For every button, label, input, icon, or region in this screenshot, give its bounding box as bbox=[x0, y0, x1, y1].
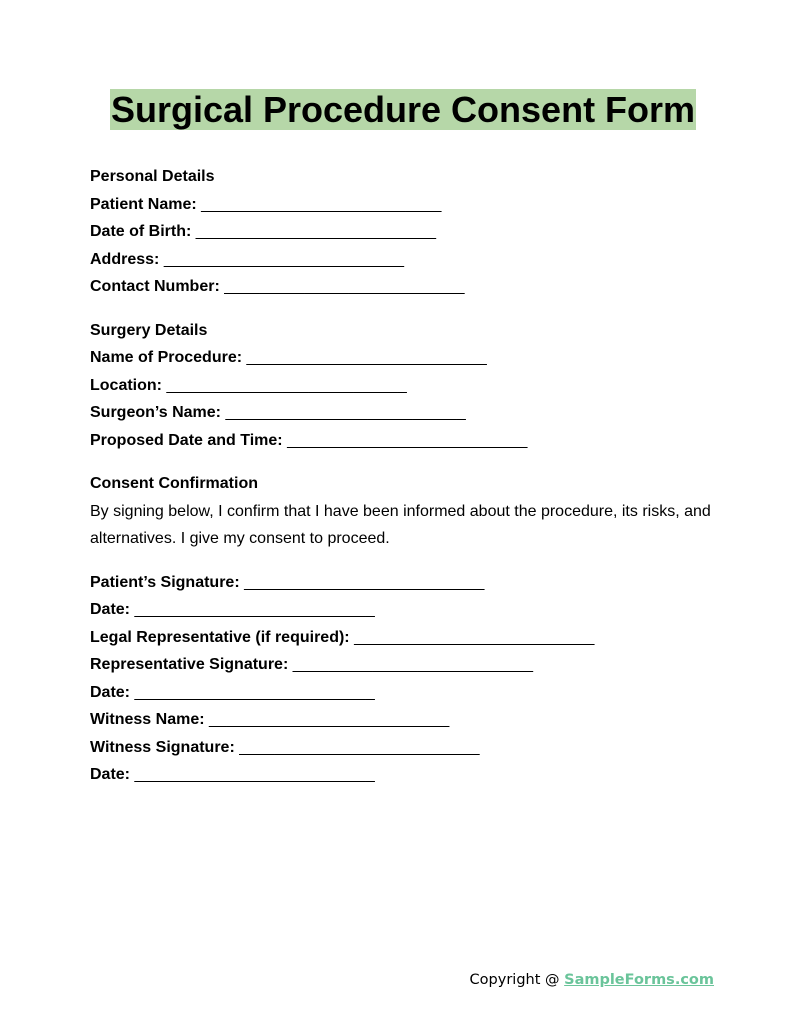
field-label: Date of Birth: bbox=[90, 223, 192, 240]
patient-signature-blank[interactable]: ___________________________ bbox=[244, 573, 485, 591]
copyright-text: Copyright @ bbox=[469, 972, 565, 988]
legal-representative-blank[interactable]: ___________________________ bbox=[354, 628, 595, 646]
field-witness-date bbox=[90, 761, 720, 789]
field-label: Proposed Date and Time: bbox=[90, 431, 283, 449]
representative-signature-blank[interactable]: ___________________________ bbox=[292, 656, 533, 673]
field-patient-signature-date bbox=[90, 596, 720, 624]
field-label: Date: bbox=[90, 683, 131, 701]
field-witness-signature bbox=[90, 734, 720, 762]
section-heading-surgery: Surgery Details bbox=[90, 321, 208, 339]
field-date-of-birth bbox=[90, 218, 720, 246]
section-heading-personal: Personal Details bbox=[90, 168, 215, 185]
witness-date-blank[interactable]: ___________________________ bbox=[134, 766, 375, 783]
field-label: Representative Signature: bbox=[90, 656, 289, 673]
field-label: Legal Representative (if required): bbox=[90, 628, 350, 646]
field-witness-name bbox=[90, 706, 720, 734]
copyright-footer bbox=[0, 968, 714, 992]
field-patient-signature bbox=[90, 569, 720, 597]
field-contact-number bbox=[90, 273, 720, 301]
field-representative-signature bbox=[90, 651, 720, 679]
field-label: Address: bbox=[90, 250, 160, 268]
date-of-birth-blank[interactable]: ___________________________ bbox=[195, 223, 437, 240]
page-title: Surgical Procedure Consent Form bbox=[110, 89, 696, 130]
witness-signature-blank[interactable]: ___________________________ bbox=[239, 738, 480, 756]
consent-confirmation-section bbox=[90, 470, 720, 553]
field-surgeon-name bbox=[90, 399, 720, 427]
procedure-name-blank[interactable]: ___________________________ bbox=[246, 349, 487, 366]
form-body bbox=[90, 163, 720, 805]
sampleforms-link[interactable]: SampleForms.com bbox=[564, 972, 714, 988]
consent-statement: By signing below, I confirm that I have been informed about the procedure, its risks, and alternatives. I give my consent to proceed. bbox=[90, 502, 711, 547]
field-label: Name of Procedure: bbox=[90, 349, 243, 366]
surgeon-name-blank[interactable]: ___________________________ bbox=[225, 404, 466, 421]
field-label: Date: bbox=[90, 766, 131, 783]
patient-date-blank[interactable]: ___________________________ bbox=[134, 601, 375, 618]
witness-name-blank[interactable]: ___________________________ bbox=[209, 711, 450, 728]
proposed-date-time-blank[interactable]: ___________________________ bbox=[287, 431, 528, 449]
field-label: Patient Name: bbox=[90, 195, 197, 213]
field-label: Witness Name: bbox=[90, 711, 205, 728]
field-legal-representative bbox=[90, 624, 720, 652]
field-representative-date bbox=[90, 679, 720, 707]
signatures-section bbox=[90, 569, 720, 789]
field-label: Surgeon’s Name: bbox=[90, 404, 221, 421]
field-address bbox=[90, 246, 720, 274]
representative-date-blank[interactable]: ___________________________ bbox=[134, 683, 375, 701]
field-label: Witness Signature: bbox=[90, 738, 235, 756]
contact-number-blank[interactable]: ___________________________ bbox=[224, 278, 465, 295]
field-proposed-date-time bbox=[90, 427, 720, 455]
location-blank[interactable]: ___________________________ bbox=[166, 376, 407, 394]
field-patient-name bbox=[90, 191, 720, 219]
field-label: Location: bbox=[90, 376, 162, 394]
title-wrapper bbox=[0, 89, 806, 130]
personal-details-section bbox=[90, 163, 720, 301]
field-location bbox=[90, 372, 720, 400]
patient-name-blank[interactable]: ___________________________ bbox=[201, 195, 442, 213]
surgery-details-section bbox=[90, 317, 720, 455]
field-label: Patient’s Signature: bbox=[90, 573, 240, 591]
section-heading-consent: Consent Confirmation bbox=[90, 475, 258, 492]
field-label: Contact Number: bbox=[90, 278, 220, 295]
field-name-of-procedure bbox=[90, 344, 720, 372]
field-label: Date: bbox=[90, 601, 131, 618]
address-blank[interactable]: ___________________________ bbox=[163, 250, 405, 268]
